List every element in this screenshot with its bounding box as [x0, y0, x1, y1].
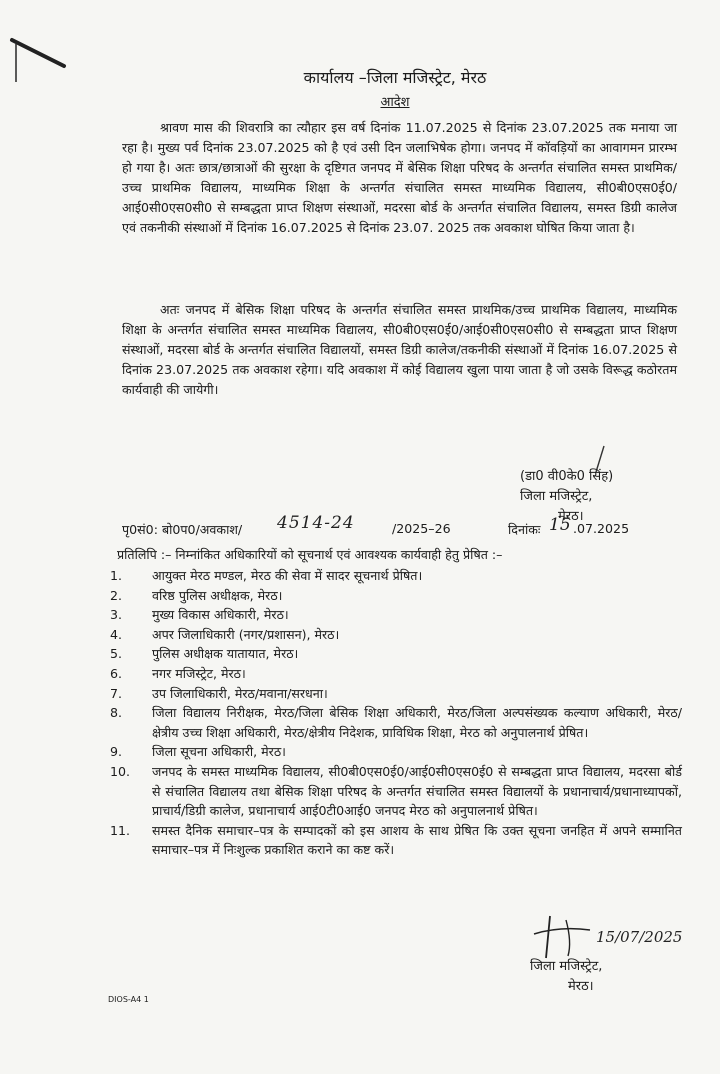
list-item: 9. जिला सूचना अधिकारी, मेरठ।: [110, 744, 286, 760]
order-label: आदेश: [380, 95, 410, 110]
list-item: 8. जिला विद्यालय निरीक्षक, मेरठ/जिला बेसिक शिक्षा अधिकारी, मेरठ/जिला अल्पसंख्यक कल्याण अधिकारी, मेरठ/क्षेत्रीय उच्च शिक्षा अधिकारी, मेरठ/क्षेत्रीय निदेशक, प्राविधिक शिक्षा, मेरठ को अनुपालनार्थ प्रेषित।: [110, 705, 682, 740]
signatory-designation: जिला मजिस्ट्रेट,: [520, 489, 593, 504]
list-item: 3. मुख्य विकास अधिकारी, मेरठ।: [110, 607, 289, 623]
reference-year: /2025–26: [392, 521, 451, 536]
closing-place: मेरठ।: [568, 979, 594, 994]
list-item: 6. नगर मजिस्ट्रेट, मेरठ।: [110, 665, 246, 681]
list-item: 1. आयुक्त मेरठ मण्डल, मेरठ की सेवा में सादर सूचनार्थ प्रेषित।: [110, 568, 423, 583]
list-item: 4. अपर जिलाधिकारी (नगर/प्रशासन), मेरठ।: [110, 626, 340, 642]
signatory-place: मेरठ।: [558, 509, 584, 524]
handwritten-date: 15/07/2025: [596, 928, 683, 946]
signatory-name: (डा0 वी0के0 सिंह): [520, 469, 614, 484]
reference-prefix: पृ0सं0: बो0प0/अवकाश/: [122, 522, 243, 537]
reference-date-day-handwritten: 15: [549, 515, 571, 535]
paragraph-2: अतः जनपद में बेसिक शिक्षा परिषद के अन्तर्गत संचालित समस्त प्राथमिक/उच्च प्राथमिक विद्यालय, माध्यमिक शिक्षा के अन्तर्गत संचालित समस्त माध्यमिक विद्यालय, सी0बी0एस0ई0/आई0सी0एस0सी0 से सम्बद्धता प्राप्त शिक्षण संस्थाओं, मदरसा बोर्ड के अन्तर्गत संचालित विद्यालयों, समस्त डिग्री कालेज/तकनीकी संस्थाओं में दिनांक 16.07.2025 से दिनांक 23.07.2025 तक अवकाश रहेगा। यदि अवकाश में कोई विद्यालय खुला पाया जाता है जो उसके विरूद्ध कठोरतम कार्यवाही की जायेगी।: [122, 302, 677, 397]
copy-to-list: [110, 566, 682, 860]
office-title: कार्यालय –जिला मजिस्ट्रेट, मेरठ: [303, 68, 487, 87]
handwritten-signature-icon: [530, 912, 700, 962]
list-item: 7. उप जिलाधिकारी, मेरठ/मवाना/सरधना।: [110, 685, 328, 701]
reference-date-rest: .07.2025: [573, 521, 630, 536]
closing-designation: जिला मजिस्ट्रेट,: [530, 959, 603, 974]
list-item: 10. जनपद के समस्त माध्यमिक विद्यालय, सी0बी0एस0ई0/आई0सी0एस0ई0 से सम्बद्धता प्राप्त विद्यालय, मदरसा बोर्ड से संचालित विद्यालय तथा बेसिक शिक्षा परिषद के अन्तर्गत संचालित समस्त विद्यालयों के प्रधानाचार्य/प्रधानाध्यापकों, प्राचार्य/डिग्री कालेज, प्रधानाचार्य आई0टी0आई0 जनपद मेरठ को अनुपालनार्थ प्रेषित।: [110, 763, 682, 819]
list-item: 2. वरिष्ठ पुलिस अधीक्षक, मेरठ।: [110, 587, 283, 603]
list-item: 11. समस्त दैनिक समाचार–पत्र के सम्पादकों को इस आशय के साथ प्रेषित कि उक्त सूचना जनहित में अपने सम्मानित समाचार–पत्र में निःशुल्क प्रकाशित कराने का कष्ट करें।: [110, 822, 682, 858]
reference-number-handwritten: 4514-24: [277, 513, 355, 533]
reference-date-label: दिनांकः: [508, 522, 541, 537]
paragraph-1: श्रावण मास की शिवरात्रि का त्यौहार इस वर्ष दिनांक 11.07.2025 से दिनांक 23.07.2025 तक मनाया जा रहा है। मुख्य पर्व दिनांक 23.07.2025 को है एवं उसी दिन जलाभिषेक होगा। जनपद में कॉवड़ियों का आवागमन प्रारम्भ हो गया है। अतः छात्र/छात्राओं की सुरक्षा के दृष्टिगत जनपद में बेसिक शिक्षा परिषद के अन्तर्गत संचालित समस्त प्राथमिक/उच्च प्राथमिक विद्यालय, माध्यमिक शिक्षा के अन्तर्गत संचालित समस्त माध्यमिक विद्यालय, सी0बी0एस0ई0/ आई0सी0एस0सी0 से सम्बद्धता प्राप्त शिक्षण संस्थाओं, मदरसा बोर्ड के अन्तर्गत संचालित विद्यालय, समस्त डिग्री कालेज एवं तकनीकी संस्थाओं में दिनांक 16.07.2025 से दिनांक 23.07. 2025 तक अवकाश घोषित किया जाता है।: [122, 120, 677, 235]
form-code: DIOS-A4 1: [108, 995, 149, 1004]
list-item: 5. पुलिस अधीक्षक यातायात, मेरठ।: [110, 646, 299, 662]
order-heading: [0, 92, 720, 110]
copy-to-heading: प्रतिलिपि :– निम्नांकित अधिकारियों को सूचनार्थ एवं आवश्यक कार्यवाही हेतु प्रेषित :–: [117, 547, 503, 562]
closing-signature-block: [530, 957, 602, 997]
